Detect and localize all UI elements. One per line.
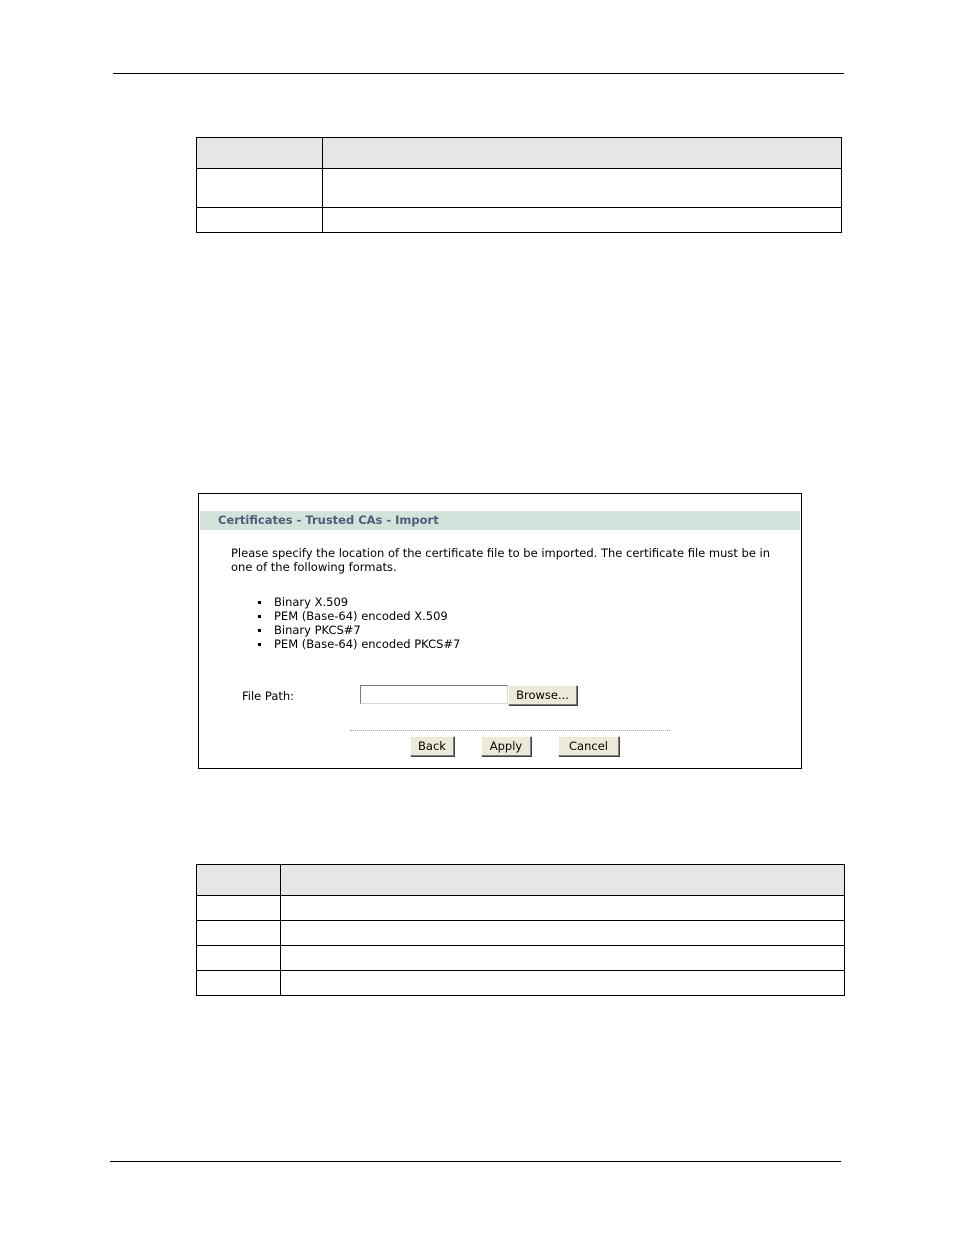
- file-path-label: File Path:: [242, 689, 295, 703]
- table-cell: [197, 971, 281, 996]
- list-item: [274, 609, 460, 623]
- cancel-button[interactable]: Cancel: [558, 736, 619, 756]
- table-cell: [323, 208, 842, 233]
- bullet-icon: [258, 629, 261, 632]
- screen-title: Certificates - Trusted CAs - Import: [200, 511, 800, 530]
- table-cell: [281, 946, 845, 971]
- format-label: Binary PKCS#7: [274, 623, 361, 637]
- table-header-row: [197, 865, 845, 896]
- header-cell-description: [323, 138, 842, 169]
- table-cell: [323, 169, 842, 208]
- table-row: [197, 208, 842, 233]
- table-row: [197, 971, 845, 996]
- label-description-table-top: [196, 137, 842, 233]
- divider: [350, 730, 670, 731]
- file-path-input[interactable]: [360, 685, 508, 704]
- format-label: PEM (Base-64) encoded X.509: [274, 609, 448, 623]
- format-list: [274, 595, 460, 651]
- browse-button[interactable]: Browse...: [508, 685, 577, 705]
- screen-description: Please specify the location of the certificate file to be imported. The certificate file must be in one of the following formats.: [231, 546, 771, 574]
- table-cell: [197, 921, 281, 946]
- apply-button[interactable]: Apply: [481, 736, 531, 756]
- list-item: [274, 595, 460, 609]
- back-button[interactable]: Back: [410, 736, 454, 756]
- bullet-icon: [258, 601, 261, 604]
- list-item: [274, 637, 460, 651]
- table-cell: [281, 921, 845, 946]
- table-row: [197, 896, 845, 921]
- header-cell-description: [281, 865, 845, 896]
- table-row: [197, 169, 842, 208]
- format-label: Binary X.509: [274, 595, 349, 609]
- import-screen-panel: [198, 493, 802, 769]
- header-rule: [113, 73, 844, 74]
- format-label: PEM (Base-64) encoded PKCS#7: [274, 637, 461, 651]
- bullet-icon: [258, 643, 261, 646]
- label-description-table-bottom: [196, 864, 845, 996]
- table-cell: [281, 971, 845, 996]
- table-row: [197, 921, 845, 946]
- table-cell: [281, 896, 845, 921]
- table-cell: [197, 946, 281, 971]
- header-cell-label: [197, 865, 281, 896]
- table-header-row: [197, 138, 842, 169]
- list-item: [274, 623, 460, 637]
- bullet-icon: [258, 615, 261, 618]
- header-cell-label: [197, 138, 323, 169]
- table-cell: [197, 169, 323, 208]
- table-cell: [197, 896, 281, 921]
- table-cell: [197, 208, 323, 233]
- footer-rule: [110, 1161, 841, 1162]
- table-row: [197, 946, 845, 971]
